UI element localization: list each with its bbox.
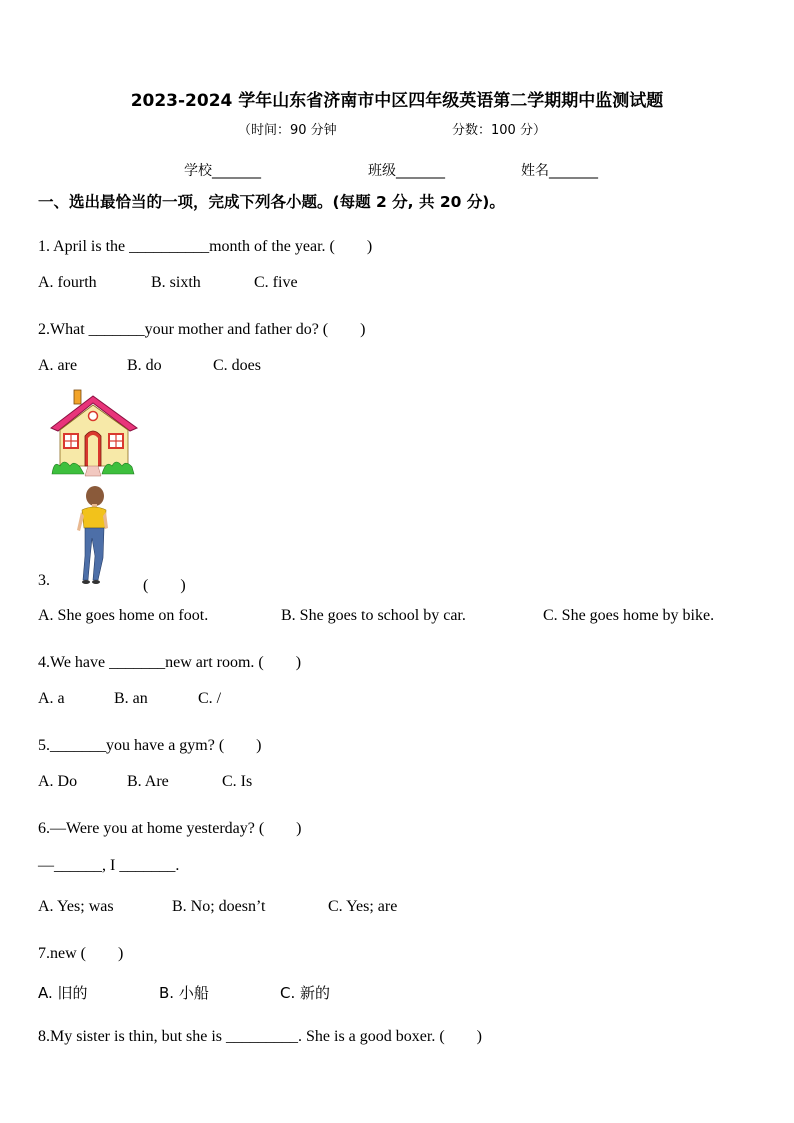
exam-score: 分数：100 分） <box>452 123 546 138</box>
q3-option-b: B. She goes to school by car. <box>281 607 466 624</box>
q6-option-c: C. Yes; are <box>328 898 398 915</box>
q5-option-a: A. Do <box>38 773 78 790</box>
question-7: 7.new ( ) <box>38 945 124 962</box>
q6-answer-line: —______, I _______. <box>38 857 180 874</box>
q1-option-a: A. fourth <box>38 274 97 291</box>
section-title: 一、选出最恰当的一项，完成下列各小题。(每题 2 分, 共 20 分)。 <box>38 193 505 211</box>
q2-option-b: B. do <box>127 357 162 374</box>
q7-option-c: C. 新的 <box>280 984 331 1002</box>
question-4: 4.We have _______new art room. ( ) <box>38 654 302 671</box>
name-field: 姓名_______ <box>521 163 598 179</box>
question-8: 8.My sister is thin, but she is _________. She is a good boxer. ( ) <box>38 1028 482 1045</box>
class-field: 班级_______ <box>368 163 445 179</box>
q7-option-b: B. 小船 <box>159 984 209 1002</box>
q3-answer-paren: ( ) <box>143 577 186 594</box>
q4-option-b: B. an <box>114 690 148 707</box>
page-title: 2023-2024 学年山东省济南市中区四年级英语第二学期期中监测试题 <box>130 91 664 111</box>
q3-option-c: C. She goes home by bike. <box>543 607 715 624</box>
q3-option-a: A. She goes home on foot. <box>38 607 209 624</box>
q5-option-b: B. Are <box>127 773 169 790</box>
question-5: 5._______you have a gym? ( ) <box>38 737 262 754</box>
q7-option-a: A. 旧的 <box>38 984 88 1002</box>
question-6: 6.—Were you at home yesterday? ( ) <box>38 820 302 837</box>
q2-option-a: A. are <box>38 357 78 374</box>
q1-option-b: B. sixth <box>151 274 201 291</box>
question-3: 3. <box>38 572 50 589</box>
question-2: 2.What _______your mother and father do? ( ) <box>38 321 366 338</box>
question-1: 1. April is the __________month of the year. ( ) <box>38 238 373 255</box>
q6-option-b: B. No; doesn’t <box>172 898 266 915</box>
q1-option-c: C. five <box>254 274 298 291</box>
q2-option-c: C. does <box>213 357 261 374</box>
exam-time: （时间：90 分钟 <box>238 123 337 138</box>
q5-option-c: C. Is <box>222 773 253 790</box>
house-and-girl-illustration <box>48 388 143 588</box>
q6-option-a: A. Yes; was <box>38 898 114 915</box>
q4-option-c: C. / <box>198 690 222 707</box>
q4-option-a: A. a <box>38 690 65 707</box>
school-field: 学校_______ <box>184 163 261 179</box>
